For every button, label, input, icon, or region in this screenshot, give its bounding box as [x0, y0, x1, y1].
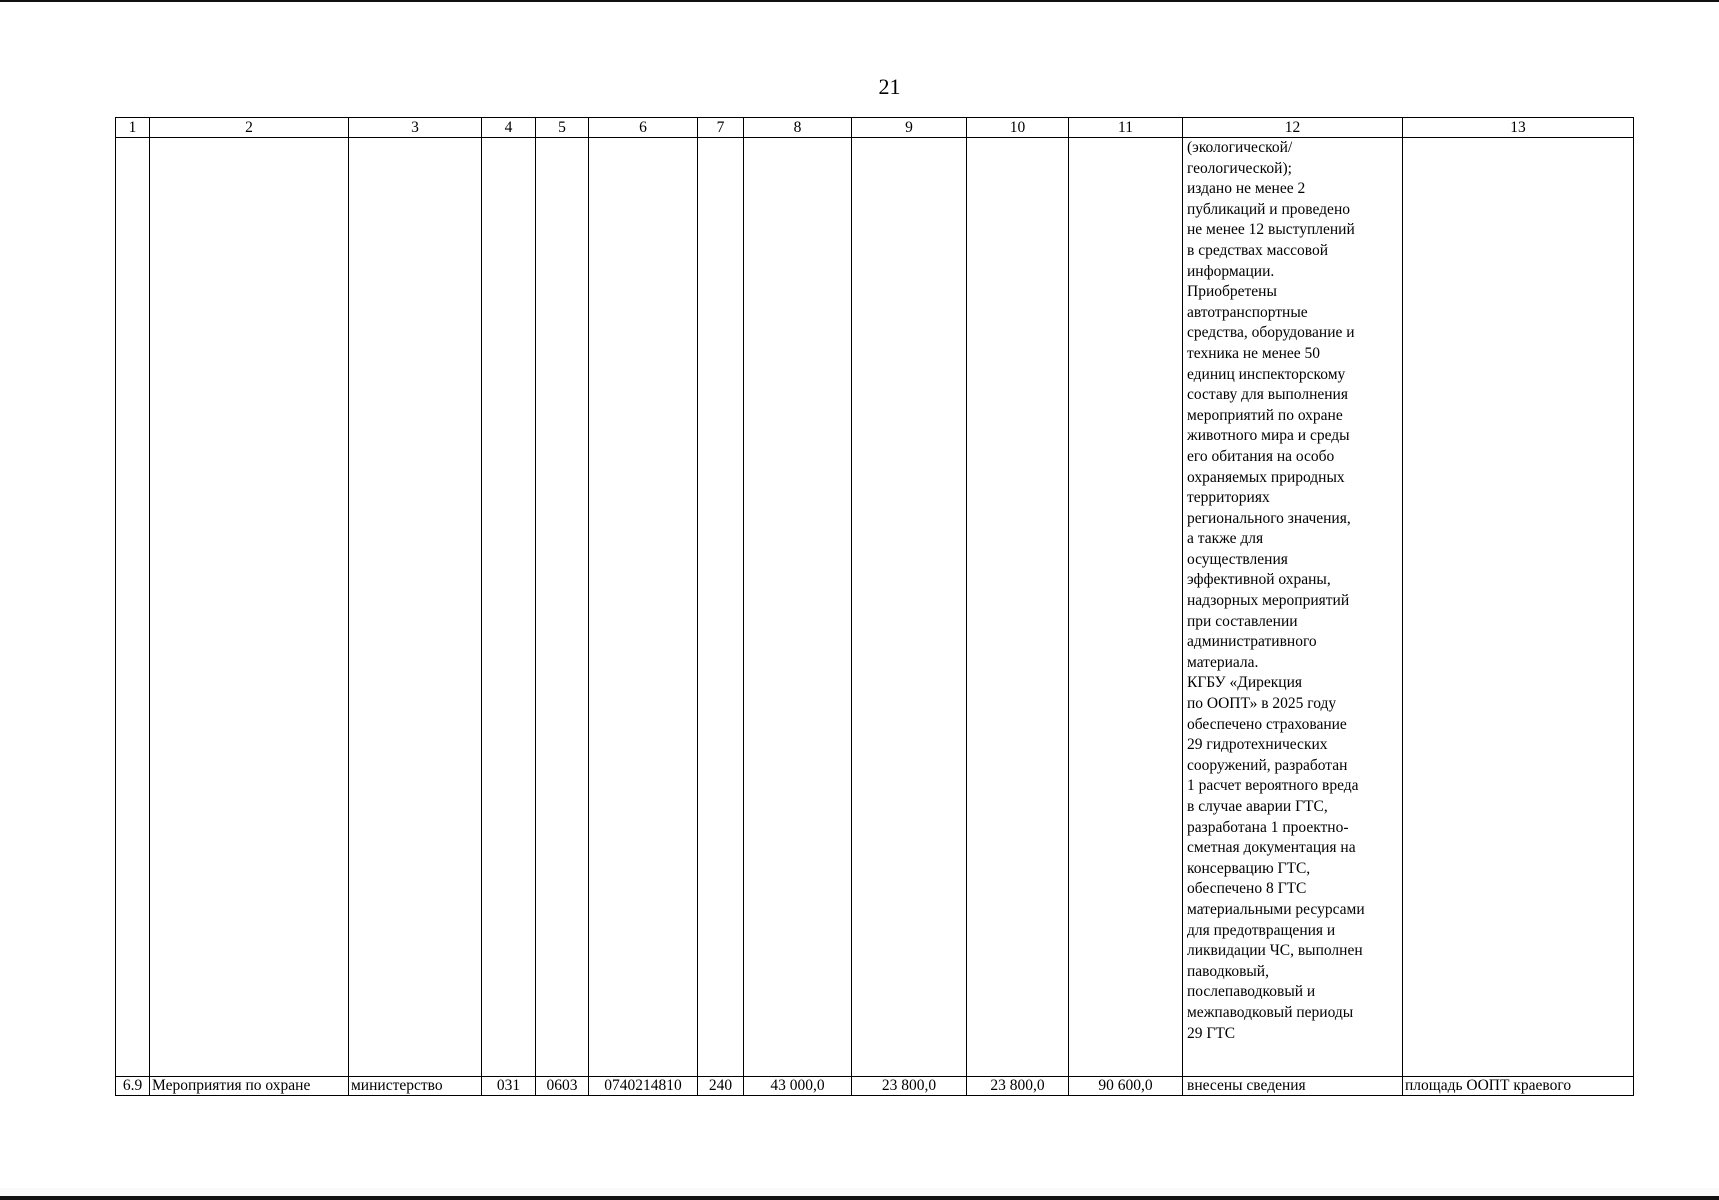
column-number-cell: 3: [349, 118, 482, 138]
column-number-row: [116, 118, 1634, 138]
results-text-line: а также для: [1187, 530, 1264, 548]
results-text-line: сооружений, разработан: [1187, 756, 1348, 774]
results-text-line: публикаций и проведено: [1187, 200, 1350, 218]
results-text-line: паводковый,: [1187, 962, 1269, 980]
results-text-line: 1 расчет вероятного вреда: [1187, 777, 1359, 795]
results-text-line: геологической);: [1187, 159, 1292, 177]
budget-table: [115, 117, 1634, 1096]
results-text-line: сметная документация на: [1187, 839, 1356, 857]
results-text-line: консервацию ГТС,: [1187, 859, 1311, 877]
table-cell: [1069, 138, 1183, 1077]
table-cell: [116, 138, 150, 1077]
results-text-cell: [1183, 138, 1403, 1077]
table-cell: [744, 138, 852, 1077]
results-text-line: послепаводковый и: [1187, 983, 1316, 1001]
results-text-line: обеспечено 8 ГТС: [1187, 880, 1307, 898]
column-number-cell: 6: [589, 118, 698, 138]
table-cell: [698, 138, 744, 1077]
column-number-cell: 10: [967, 118, 1069, 138]
table-cell: [589, 138, 698, 1077]
results-text-line: не менее 12 выступлений: [1187, 221, 1355, 239]
amount-cell: 23 800,0: [967, 1077, 1069, 1096]
scan-edge-gap: [0, 1188, 1719, 1196]
results-text-line: информации.: [1187, 262, 1275, 280]
results-text-line: эффективной охраны,: [1187, 571, 1331, 589]
results-text-line: животного мира и среды: [1187, 427, 1350, 445]
column-number-cell: 8: [744, 118, 852, 138]
results-text-cell: внесены сведения: [1183, 1077, 1403, 1096]
results-text-line: ликвидации ЧС, выполнен: [1187, 942, 1363, 960]
results-text-line: в случае аварии ГТС,: [1187, 798, 1328, 815]
results-text-line: единиц инспекторскому: [1187, 365, 1346, 383]
amount-cell: 23 800,0: [852, 1077, 967, 1096]
results-text-line: территориях: [1187, 489, 1270, 507]
row-6-9: [116, 1077, 1634, 1096]
results-text-line: составу для выполнения: [1187, 386, 1348, 404]
amount-cell: 43 000,0: [744, 1077, 852, 1096]
table-cell: [852, 138, 967, 1077]
results-text-line: осуществления: [1187, 550, 1288, 568]
results-text-line: при составлении: [1187, 612, 1298, 630]
results-text-line: материальными ресурсами: [1187, 900, 1365, 918]
results-text-line: надзорных мероприятий: [1187, 592, 1350, 610]
results-text-line: (экологической/: [1187, 139, 1293, 156]
results-text-line: автотранспортные: [1187, 303, 1308, 321]
results-text-line: административного: [1187, 633, 1317, 651]
table-cell: [1403, 138, 1634, 1077]
results-text-line: его обитания на особо: [1187, 447, 1335, 465]
results-text-line: 29 ГТС: [1187, 1024, 1236, 1042]
measure-name-cell: Мероприятия по охране: [150, 1077, 349, 1096]
column-number-cell: 4: [482, 118, 536, 138]
results-text-line: для предотвращения и: [1187, 921, 1336, 939]
grbs-code-cell: 031: [482, 1077, 536, 1096]
results-text-line: регионального значения,: [1187, 509, 1351, 527]
results-text-line: межпаводковый периоды: [1187, 1003, 1354, 1021]
indicator-cell: площадь ООПТ краевого: [1403, 1077, 1634, 1096]
results-text-line: техника не менее 50: [1187, 344, 1321, 362]
table-cell: [349, 138, 482, 1077]
table-cell: [967, 138, 1069, 1077]
column-number-cell: 9: [852, 118, 967, 138]
table-cell: [536, 138, 589, 1077]
column-number-cell: 5: [536, 118, 589, 138]
column-number-cell: 12: [1183, 118, 1403, 138]
results-text-line: КГБУ «Дирекция: [1187, 674, 1303, 692]
results-text-line: по ООПТ» в 2025 году: [1187, 695, 1337, 713]
results-text-line: издано не менее 2: [1187, 180, 1306, 198]
results-text-line: в средствах массовой: [1187, 241, 1329, 259]
section-code-cell: 0603: [536, 1077, 589, 1096]
scan-edge-top: [0, 0, 1719, 2]
results-text-line: Приобретены: [1187, 283, 1277, 301]
results-text-line: обеспечено страхование: [1187, 715, 1347, 733]
administrator-cell: министерство: [349, 1077, 482, 1096]
expense-type-cell: 240: [698, 1077, 744, 1096]
page-number: 21: [878, 74, 901, 99]
table-cell: [150, 138, 349, 1077]
column-number-cell: 11: [1069, 118, 1183, 138]
row-number-cell: 6.9: [116, 1077, 150, 1096]
total-amount-cell: 90 600,0: [1069, 1077, 1183, 1096]
continuation-row: [116, 138, 1634, 1077]
column-number-cell: 7: [698, 118, 744, 138]
table-cell: [482, 138, 536, 1077]
results-text-line: разработана 1 проектно-: [1187, 818, 1349, 836]
results-text-line: мероприятий по охране: [1187, 406, 1343, 424]
results-text-line: материала.: [1187, 653, 1259, 671]
column-number-cell: 1: [116, 118, 150, 138]
results-text-line: 29 гидротехнических: [1187, 736, 1328, 754]
target-article-cell: 0740214810: [589, 1077, 698, 1096]
results-text-line: охраняемых природных: [1187, 468, 1345, 486]
scan-edge-bottom: [0, 1196, 1719, 1200]
column-number-cell: 2: [150, 118, 349, 138]
column-number-cell: 13: [1403, 118, 1634, 138]
results-text-line: средства, оборудование и: [1187, 324, 1355, 342]
